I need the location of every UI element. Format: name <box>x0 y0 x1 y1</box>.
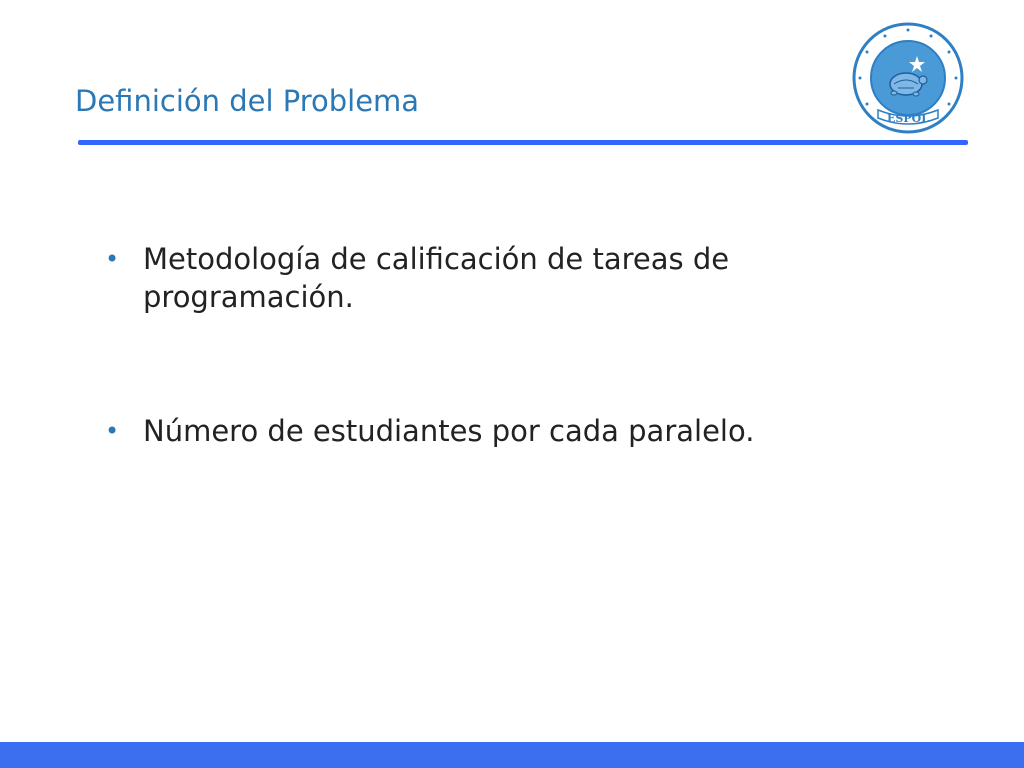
list-item <box>103 412 943 450</box>
footer-bar <box>0 742 1024 768</box>
bullet-text: Metodología de calificación de tareas de programación. <box>143 242 730 314</box>
slide-title: Definición del Problema <box>75 84 420 118</box>
bullet-icon: • <box>105 245 120 273</box>
espol-logo <box>852 22 964 134</box>
title-divider <box>78 140 968 145</box>
bullet-text: Número de estudiantes por cada paralelo. <box>143 414 755 448</box>
list-item <box>103 240 943 316</box>
espol-seal-icon <box>852 22 964 134</box>
logo-banner-text: ESPOL <box>887 112 929 125</box>
bullet-icon: • <box>105 417 120 445</box>
bullet-list <box>103 240 943 450</box>
